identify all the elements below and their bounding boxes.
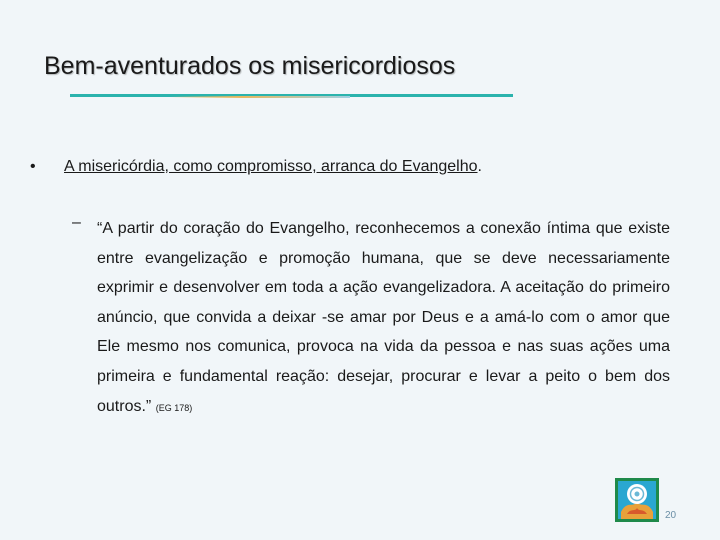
bullet-marker: • [30, 158, 36, 175]
bullet-text: A misericórdia, como compromisso, arranca do Evangelho [64, 158, 478, 175]
quote-text: “A partir do coração do Evangelho, reconhecemos a conexão íntima que existe entre evangelização e promoção humana, que se deve necessariamente exprimir e desenvolver em toda a ação evangelizadora. A aceitação do primeiro anúncio, que convida a deixar -se amar por Deus e a amá-lo com o amor que Ele mesmo nos comunica, provoca na vida da pessoa e nas suas ações uma primeira e fundamental reação: desejar, procurar e levar a peito o bem dos outros.” [97, 220, 670, 415]
quote-reference: (EG 178) [155, 402, 193, 413]
bullet-suffix: . [477, 158, 482, 175]
sub-bullet-marker: – [72, 214, 81, 231]
slide-title: Bem-aventurados os misericordiosos [44, 52, 456, 80]
bullet-item [30, 158, 690, 176]
title-underline-rule [70, 94, 513, 97]
jubilee-of-mercy-logo-icon [615, 478, 659, 522]
page-number: 20 [665, 510, 677, 521]
quote-block [97, 214, 670, 423]
